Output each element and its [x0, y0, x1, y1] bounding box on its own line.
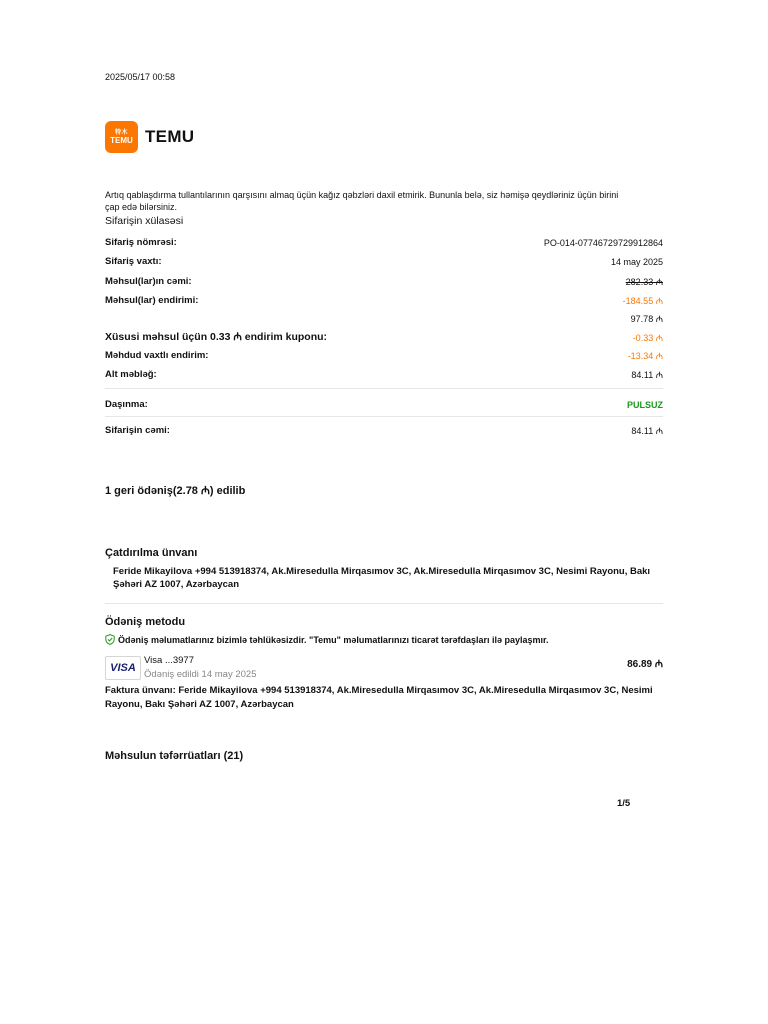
items-total-row [105, 275, 663, 288]
items-total-value: 282.33 ₼ [625, 277, 663, 287]
order-total-row [105, 424, 663, 437]
order-number-row [105, 237, 663, 248]
shipping-label: Daşınma: [105, 399, 148, 410]
payment-method-title: Ödəniş metodu [105, 616, 186, 628]
logo-box-text: TEMU [110, 135, 133, 145]
billing-address: Faktura ünvanı: Feride Mikayilova +994 513918374, Ak.Miresedulla Mirqasımov 3C, Ak.Miresedulla Mirqasımov 3C, Nesimi Rayonu, Bakı Şəhəri AZ 1007, Azərbaycan [105, 685, 653, 710]
logo-small-text: 特木 [114, 129, 128, 136]
order-total-label: Sifarişin cəmi: [105, 425, 170, 436]
payment-secure-notice [105, 634, 549, 645]
delivery-address-title: Çatdırılma ünvanı [105, 547, 198, 559]
items-discount-value: -184.55 ₼ [622, 296, 663, 306]
card-name: Visa ...3977 [144, 655, 195, 666]
items-discount-label: Məhsul(lar) endirimi: [105, 295, 199, 306]
order-time-label: Sifariş vaxtı: [105, 256, 162, 267]
payment-secure-text: Ödəniş məlumatlarınız bizimlə təhlükəsizdir. "Temu" məlumatlarınızı ticarət tərəfdaşları ilə paylaşmır. [118, 634, 549, 645]
shipping-divider [105, 416, 663, 417]
subtotal-row [105, 368, 663, 381]
product-details-title: Məhsulun təfərrüatları (21) [105, 750, 244, 762]
summary-divider [105, 388, 663, 389]
payment-date: Ödəniş edildi 14 may 2025 [144, 669, 257, 680]
order-time-row [105, 256, 663, 267]
coupon-row [105, 330, 663, 344]
page-number: 1/5 [617, 798, 631, 809]
temu-logo-icon [105, 121, 138, 153]
coupon-value: -0.33 ₼ [632, 332, 663, 343]
delivery-divider [105, 603, 663, 604]
print-datetime: 2025/05/17 00:58 [105, 72, 176, 82]
shipping-value: PULSUZ [627, 399, 663, 410]
payment-amount: 86.89 ₼ [627, 659, 663, 670]
refund-notice: 1 geri ödəniş(2.78 ₼) edilib [105, 485, 246, 497]
shipping-row [105, 399, 663, 410]
visa-card-icon [105, 656, 141, 680]
temu-logo-text: TEMU [145, 127, 195, 146]
delivery-address: Feride Mikayilova +994 513918374, Ak.Miresedulla Mirqasımov 3C, Ak.Miresedulla Mirqasımov 3C, Nesimi Rayonu, Bakı Şəhəri AZ 1007, Azərbaycan [113, 566, 651, 590]
visa-brand-text: VISA [110, 662, 136, 674]
coupon-label: Xüsusi məhsul üçün 0.33 ₼ endirim kuponu: [105, 331, 328, 343]
limited-discount-label: Məhdud vaxtlı endirim: [105, 350, 209, 361]
subtotal-value: 84.11 ₼ [631, 370, 663, 380]
paper-receipt-notice: Artıq qablaşdırma tullantılarının qarşısını almaq üçün kağız qəbzləri daxil etmirik. Bununla belə, siz həmişə qeydləriniz üçün birini çap edə bilərsiniz. [105, 190, 619, 212]
order-time-value: 14 may 2025 [610, 256, 663, 267]
order-total-value: 84.11 ₼ [631, 426, 663, 436]
subtotal-label: Alt məbləğ: [105, 369, 157, 380]
limited-discount-value: -13.34 ₼ [627, 351, 663, 361]
order-number-label: Sifariş nömrəsi: [105, 237, 177, 248]
order-summary-title: Sifarişin xülasəsi [105, 215, 184, 227]
items-discount-row [105, 294, 663, 307]
order-number-value: PO-014-07746729729912864 [543, 237, 663, 248]
after-discount-value: 97.78 ₼ [630, 314, 663, 324]
items-total-label: Məhsul(lar)ın cəmi: [105, 276, 192, 287]
limited-discount-row [105, 349, 663, 362]
after-discount-row [105, 312, 663, 325]
shield-check-icon [105, 634, 115, 645]
